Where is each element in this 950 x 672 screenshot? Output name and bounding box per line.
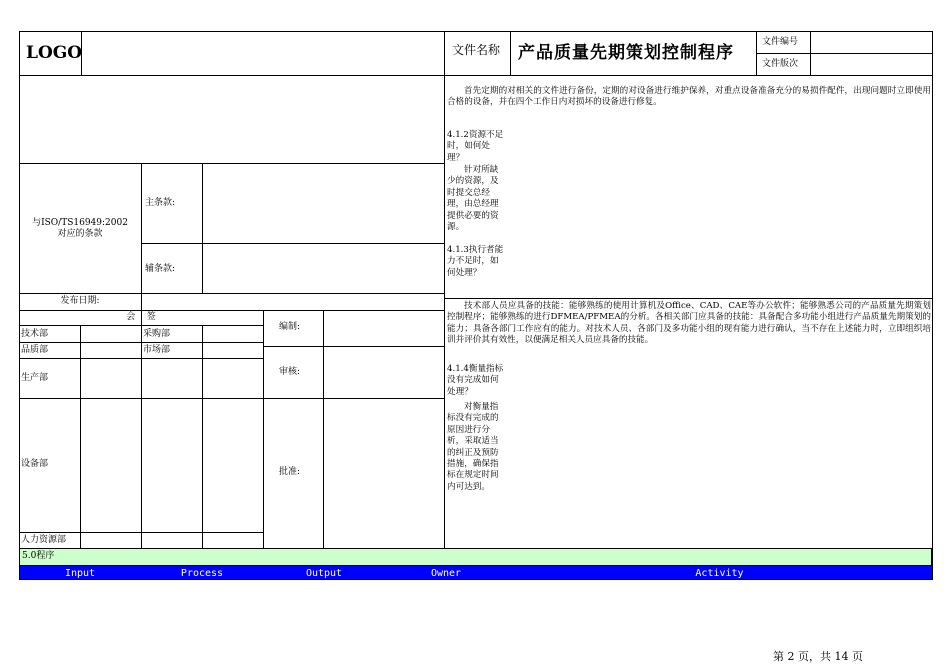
dept-hr: 人力资源部: [21, 535, 67, 545]
col-activity: Activity: [695, 568, 744, 579]
section-title: [19, 549, 932, 566]
section-title-text: 5.0程序: [22, 551, 55, 561]
paragraph-skills: 技术部人员应具备的技能：能够熟练的使用计算机及Office、CAD、CAE等办公软件；能够熟悉公司的产品质量先期策划控制程序；能够熟练的进行DFMEA/PFMEA的分析。各相关部门应具备的技能：具备配合多功能小组进行产品质量先期策划的能力；具备各部门工作应有的能力。对技术人员、各部门及多功能小组的现有能力进行确认，当不存在上述能力时，立即组织培训并评价其有效性，以便满足相关人员应具备的技能。: [447, 301, 931, 346]
doc-name-label: 文件名称: [452, 43, 501, 57]
paragraph-backup: 首先定期的对相关的文件进行备份，定期的对设备进行维护保养，对重点设备准备充分的易损件配件，出现问题时立即使用合格的设备，并在四个工作日内对损坏的设备进行修复。: [447, 86, 931, 108]
dept-equipment: 设备部: [21, 459, 49, 469]
page-number: 第 2 页，共 14 页: [773, 650, 863, 663]
col-owner: Owner: [430, 568, 462, 579]
doc-version-label: 文件版次: [762, 59, 799, 69]
doc-number-label: 文件编号: [762, 37, 799, 47]
col-input: Input: [64, 568, 96, 579]
aux-clause-label: 辅条款:: [145, 264, 176, 274]
role-edit: 编制:: [279, 322, 301, 332]
main-clause-label: 主条款:: [145, 198, 176, 208]
col-output: Output: [305, 568, 343, 579]
logo: LOGO: [26, 43, 83, 63]
dept-market: 市场部: [143, 345, 171, 355]
dept-production: 生产部: [21, 373, 49, 383]
question-4-1-3: 4.1.3执行者能力不足时，如何处理？: [447, 245, 504, 278]
question-4-1-4: 4.1.4衡量指标没有完成如何处理？: [447, 364, 504, 397]
answer-4-1-2: 针对所缺少的资源，及时提交总经理，由总经理提供必要的资源。: [447, 165, 499, 233]
question-4-1-2: 4.1.2资源不足时，如何处理？: [447, 130, 504, 163]
answer-4-1-4: 对衡量指标没有完成的原因进行分析，采取适当的纠正及预防措施，确保指标在规定时间内可达到。: [447, 402, 499, 492]
countersign-label: 会 签: [126, 312, 156, 322]
dept-purchase: 采购部: [143, 329, 171, 339]
dept-tech: 技术部: [21, 329, 49, 339]
process-header-bar: [19, 566, 932, 580]
release-date-label: 发布日期:: [60, 296, 100, 306]
iso-clause-label: 与ISO/TS16949:2002 对应的条款: [32, 218, 128, 239]
role-review: 审核:: [279, 367, 301, 377]
dept-quality: 品质部: [21, 345, 49, 355]
role-approve: 批准:: [279, 467, 301, 477]
col-process: Process: [180, 568, 224, 579]
document-title: 产品质量先期策划控制程序: [518, 43, 734, 63]
